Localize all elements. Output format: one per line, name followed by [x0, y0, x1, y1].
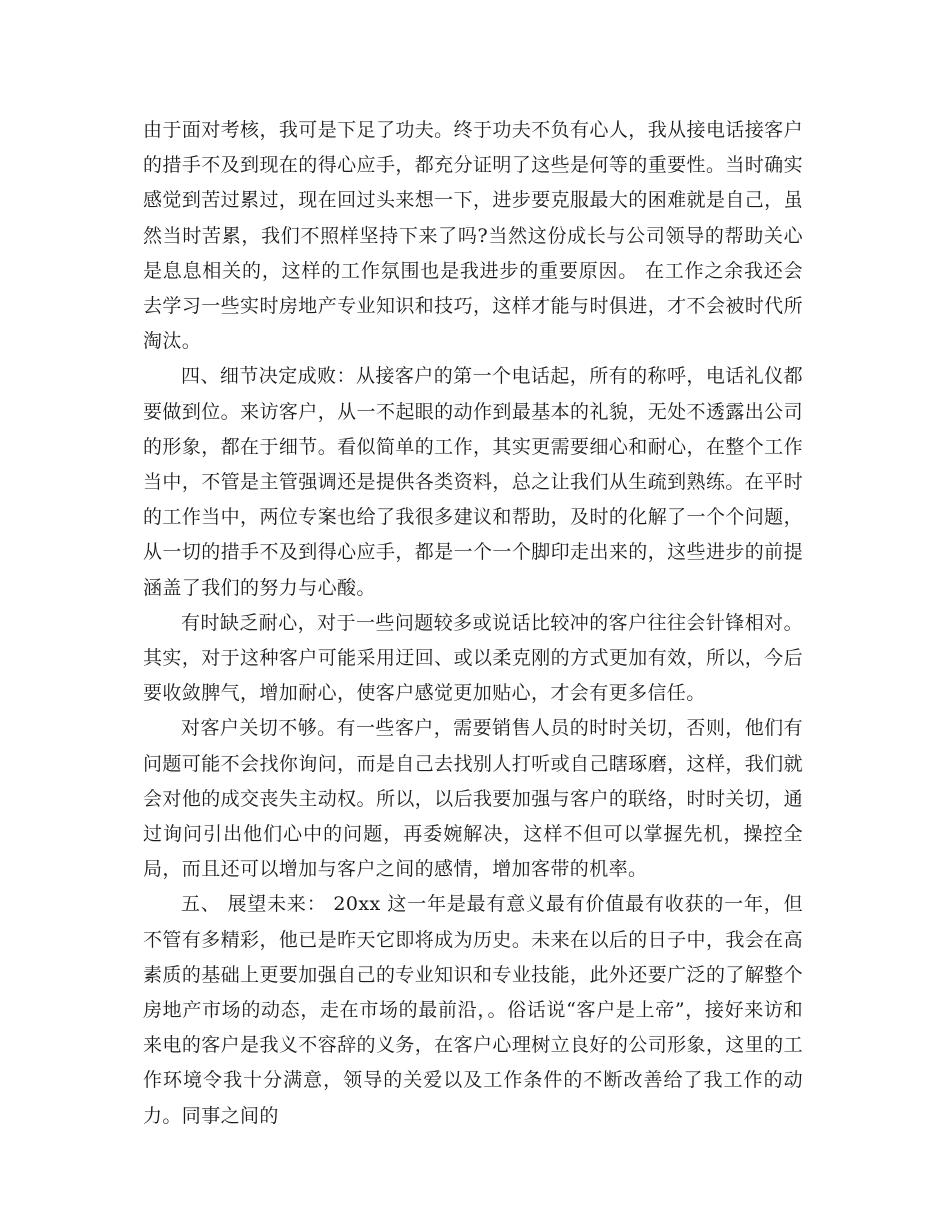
paragraph-future-outlook: 五、 展望未来： 20xx 这一年是最有意义最有价值最有收获的一年，但不管有多精彩，他已是昨天它即将成为历史。未来在以后的日子中，我会在高素质的基础上更要加强自己的专业知识和专业技能，此外还要广泛的了解整个房地产市场的动态，走在市场的最前沿，。俗话说“客户是上帝”，接好来访和来电的客户是我义不容辞的义务，在客户心理树立良好的公司形象，这里的工作环境令我十分满意，领导的关爱以及工作条件的不断改善给了我工作的动力。同事之间的	[143, 893, 803, 1127]
paragraph-customer-care: 对客户关切不够。有一些客户，需要销售人员的时时关切，否则，他们有问题可能不会找你询问，而是自己去找别人打听或自己瞎琢磨，这样，我们就会对他的成交丧失主动权。所以，以后我要加强与客户的联络，时时关切，通过询问引出他们心中的问题，再委婉解决，这样不但可以掌握先机，操控全局，而且还可以增加与客户之间的感情，增加客带的机率。	[143, 717, 803, 881]
paragraph-lack-of-patience: 有时缺乏耐心，对于一些问题较多或说话比较冲的客户往往会针锋相对。其实，对于这种客户可能采用迂回、或以柔克刚的方式更加有效，所以，今后要收敛脾气，增加耐心，使客户感觉更加贴心，才会有更多信任。	[143, 611, 803, 705]
paragraph-review-effort: 由于面对考核，我可是下足了功夫。终于功夫不负有心人，我从接电话接客户的措手不及到现在的得心应手，都充分证明了这些是何等的重要性。当时确实感觉到苦过累过，现在回过头来想一下，进步要克服最大的困难就是自己，虽然当时苦累，我们不照样坚持下来了吗?当然这份成长与公司领导的帮助关心是息息相关的，这样的工作氛围也是我进步的重要原因。 在工作之余我还会去学习一些实时房地产专业知识和技巧，这样才能与时俱进，才不会被时代所淘汰。	[143, 119, 803, 353]
paragraph-details-decide-success: 四、细节决定成败：从接客户的第一个电话起，所有的称呼，电话礼仪都要做到位。来访客户，从一不起眼的动作到最基本的礼貌，无处不透露出公司的形象，都在于细节。看似简单的工作，其实更需要细心和耐心，在整个工作当中，不管是主管强调还是提供各类资料，总之让我们从生疏到熟练。在平时的工作当中，两位专案也给了我很多建议和帮助，及时的化解了一个个问题，从一切的措手不及到得心应手，都是一个一个脚印走出来的，这些进步的前提涵盖了我们的努力与心酸。	[143, 365, 803, 599]
document-body	[143, 113, 803, 1134]
